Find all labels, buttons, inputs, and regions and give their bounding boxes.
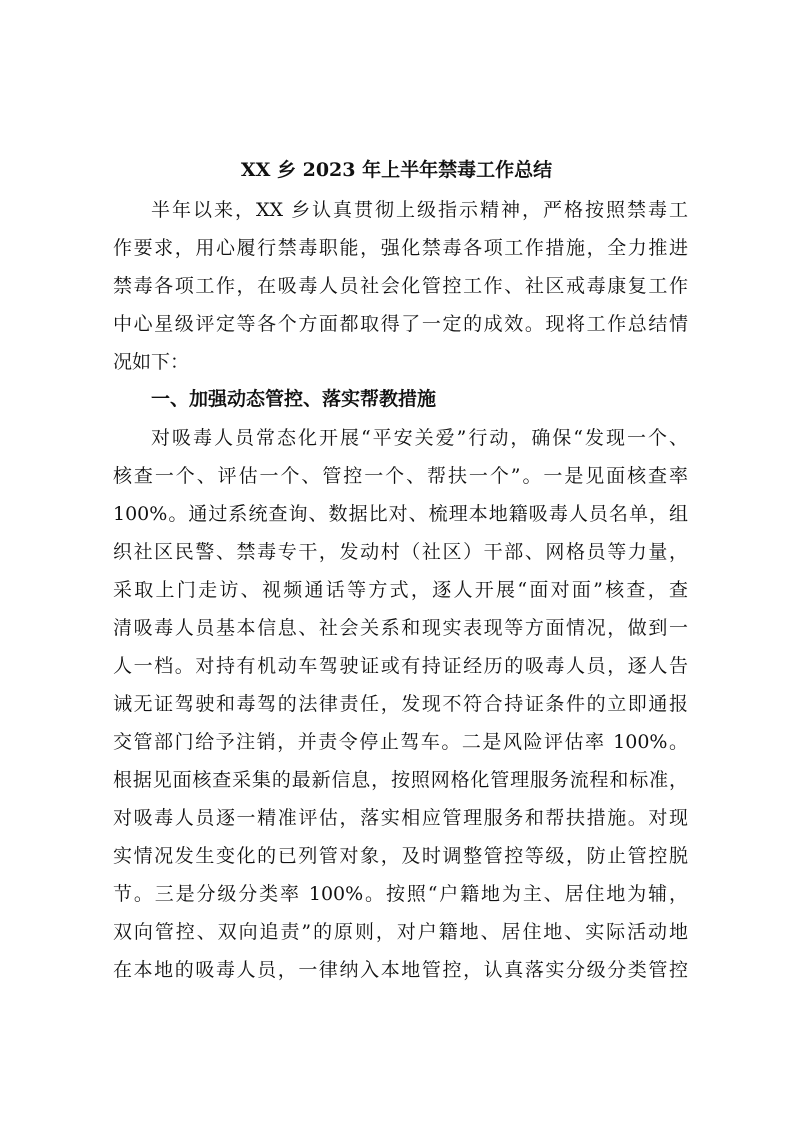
intro-line-4: 中心星级评定等各个方面都取得了一定的成效。现将工作总结情: [113, 313, 688, 335]
intro-line-3: 禁毒各项工作，在吸毒人员社会化管控工作、社区戒毒康复工作: [113, 275, 688, 297]
section1-line-9: 交管部门给予注销，并责令停止驾车。二是风险评估率 100%。: [113, 731, 688, 753]
section1-line-3: 100%。通过系统查询、数据比对、梳理本地籍吸毒人员名单，组: [113, 503, 688, 525]
section1-line-15: 在本地的吸毒人员，一律纳入本地管控，认真落实分级分类管控: [113, 959, 688, 981]
section1-line-8: 诫无证驾驶和毒驾的法律责任，发现不符合持证条件的立即通报: [113, 693, 688, 715]
section1-line-7: 人一档。对持有机动车驾驶证或有持证经历的吸毒人员，逐人告: [113, 655, 688, 677]
section1-line-10: 根据见面核查采集的最新信息，按照网格化管理服务流程和标准，: [113, 769, 688, 791]
section1-line-5: 采取上门走访、视频通话等方式，逐人开展“面对面”核查，查: [113, 579, 688, 601]
section1-line-14: 双向管控、双向追责”的原则，对户籍地、居住地、实际活动地: [113, 921, 688, 943]
section-heading-1: 一、加强动态管控、落实帮教措施: [151, 388, 437, 410]
section1-line-11: 对吸毒人员逐一精准评估，落实相应管理服务和帮扶措施。对现: [113, 807, 688, 829]
section1-line-12: 实情况发生变化的已列管对象，及时调整管控等级，防止管控脱: [113, 845, 688, 867]
section1-line-6: 清吸毒人员基本信息、社会关系和现实表现等方面情况，做到一: [113, 617, 688, 639]
section1-line-2: 核查一个、评估一个、管控一个、帮扶一个”。一是见面核查率: [113, 465, 688, 487]
intro-line-1: 半年以来，XX 乡认真贯彻上级指示精神，严格按照禁毒工: [151, 199, 688, 221]
section1-line-4: 织社区民警、禁毒专干，发动村（社区）干部、网格员等力量，: [113, 541, 688, 563]
intro-line-5: 况如下：: [113, 351, 190, 373]
section1-line-1: 对吸毒人员常态化开展“平安关爱”行动，确保“发现一个、: [151, 427, 688, 449]
intro-line-2: 作要求，用心履行禁毒职能，强化禁毒各项工作措施，全力推进: [113, 237, 688, 259]
section1-line-13: 节。三是分级分类率 100%。按照“户籍地为主、居住地为辅，: [113, 883, 688, 905]
document-title: XX 乡 2023 年上半年禁毒工作总结: [240, 159, 553, 181]
